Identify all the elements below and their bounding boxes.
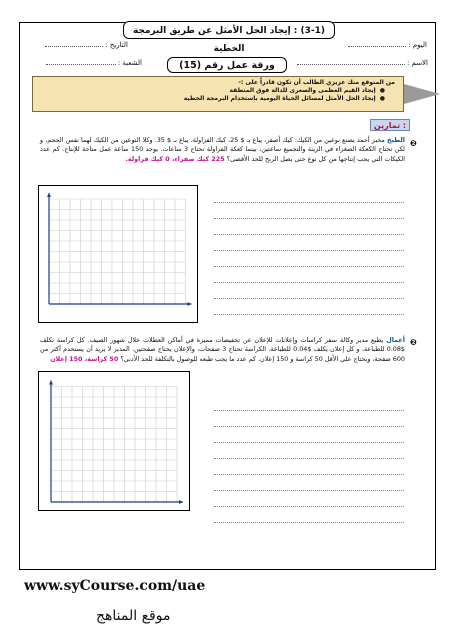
- answer-line[interactable]: [214, 251, 404, 267]
- objectives-list: [33, 87, 395, 102]
- answer-line[interactable]: [214, 267, 404, 283]
- graph-grid-2[interactable]: [38, 371, 190, 511]
- answer-line[interactable]: [214, 187, 404, 203]
- answer-line[interactable]: [214, 475, 404, 491]
- graph-grid-1[interactable]: [38, 185, 198, 323]
- name-label: الاسم :: [406, 59, 428, 67]
- day-field: [335, 41, 427, 49]
- answer-line[interactable]: [214, 283, 404, 299]
- day-label: اليوم :: [408, 41, 427, 49]
- x-axis-arrow-icon: [179, 500, 183, 504]
- answer-line[interactable]: [214, 299, 404, 315]
- y-axis-arrow-icon: [49, 381, 53, 385]
- coordinate-grid-2: [39, 372, 191, 512]
- objective-item: ● إيجاد الحل الأمثل لمسائل الحياة اليومية باستخدام البرمجة الخطية: [33, 95, 385, 102]
- objectives-intro: من المتوقع منك عزيزي الطالب أن تكون قادراً على :-: [238, 79, 395, 86]
- worksheet-number: ورقة عمل رقم (15): [167, 57, 287, 73]
- answer-line[interactable]: [214, 427, 404, 443]
- date-label: التاريخ :: [105, 41, 128, 49]
- question-2-number: ❷: [410, 338, 417, 347]
- answer-line[interactable]: [214, 395, 404, 411]
- question-2-text: [40, 336, 405, 364]
- callout-arrow-icon: [404, 84, 440, 104]
- name-field: [290, 59, 428, 67]
- section-label: الشعبة :: [117, 59, 142, 67]
- footer-url: www.syCourse.com/uae: [24, 578, 206, 594]
- answer-line[interactable]: [214, 459, 404, 475]
- question-2-keyword: أعمال: [386, 336, 405, 344]
- objectives-box: [32, 76, 404, 112]
- answer-line[interactable]: [214, 203, 404, 219]
- question-2-answer: 50 كراسة، 150 إعلان: [50, 354, 119, 363]
- question-1-text: [40, 136, 405, 164]
- question-1-body: مخبز أحمد يصنع نوعين من الكيك: كيك أصفر، يباع بـ $ 25، كيك الفراولة، يباع بـ $ 35. وكلا النوعين من الكيك لهما نفس الحجم، و لكن تحتاج الكعكة الصغراء في الزينة والتجميع ساعتين، بينما كعكة الفراولة تحتاج 3 ساعات. يوجد 150 ساعة عمل متاحة للإنتاج. كم عدد الكيكات التي يجب إنتاجها من كل نوع حتى يصل الربح للحد الأقصى؟: [40, 136, 405, 163]
- date-field: [32, 41, 128, 49]
- answer-line[interactable]: [214, 443, 404, 459]
- coordinate-grid-1: [39, 186, 199, 324]
- answer-line[interactable]: [214, 411, 404, 427]
- question-1-keyword: الطبخ: [386, 136, 405, 144]
- section-field: [32, 59, 142, 67]
- y-axis-arrow-icon: [47, 193, 51, 197]
- answer-line[interactable]: [214, 491, 404, 507]
- exercises-heading: تمارين :: [370, 119, 410, 131]
- question-1-answer: 225 كيك صفراء، 0 كيك فراولة.: [125, 154, 225, 163]
- answer-line[interactable]: [214, 219, 404, 235]
- answer-lines-2[interactable]: [214, 395, 404, 523]
- question-1-number: ❷: [410, 139, 417, 148]
- footer-site-name: موقع المناهج: [96, 608, 171, 624]
- answer-lines-1[interactable]: [214, 187, 404, 315]
- lesson-title: (3-1) : إيجاد الحل الأمثل عن طريق البرمجة الخطية: [123, 21, 335, 39]
- x-axis-arrow-icon: [188, 302, 192, 306]
- answer-line[interactable]: [214, 507, 404, 523]
- objective-item: ● إيجاد القيم العظمى والصغرى للدالة فوق المنطقة: [33, 87, 385, 94]
- question-2-body: يطبع مدير وكالة سفر كراسات وإعلانات للإعلان عن تخفيضات مميزة في أماكن العطلات خلال شهور الصيف. كل كراسة تكلف $0.08 للطباعة، و كل إعلان يكلف $0.04 للطباعة. الكراسة تحتاج 3 صفحات، والإعلان يحتاج صفحتين. المدير لا يريد أن يستخدم أكثر من 600 صفحة، ويحتاج على الأقل 50 كراسة و 150 إعلان. كم عدد ما يجب طبعه للوصول بالتكلفة للحد الأدنى؟: [40, 336, 405, 363]
- answer-line[interactable]: [214, 235, 404, 251]
